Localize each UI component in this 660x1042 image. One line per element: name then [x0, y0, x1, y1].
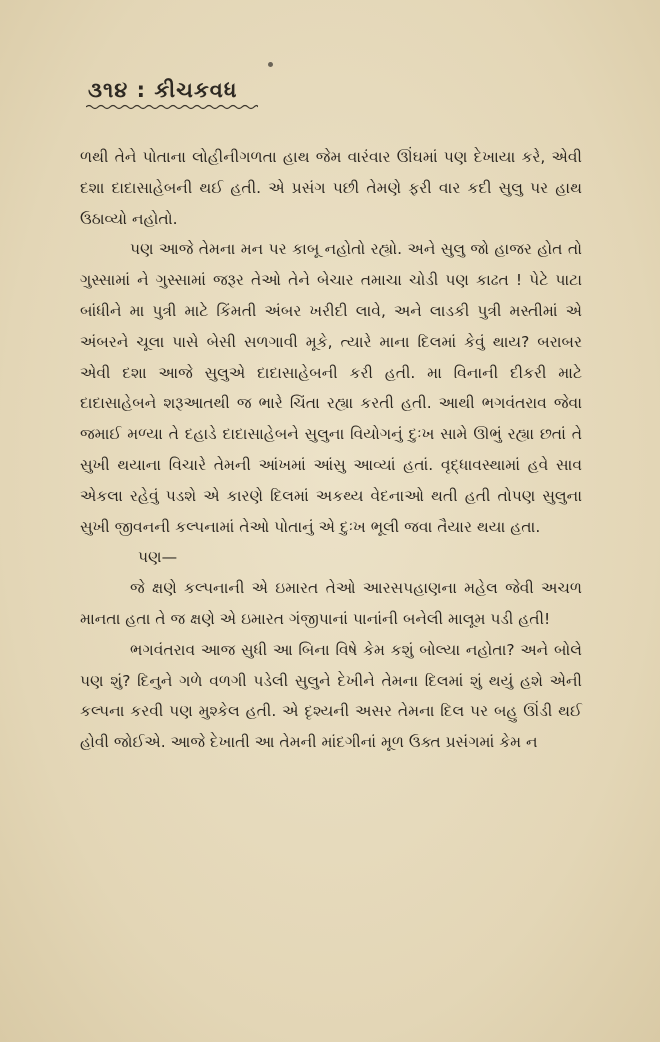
paragraph-2: પણ આજે તેમના મન પર કાબૂ નહોતો રહ્યો. અને સુલુ જો હાજર હોત તો ગુસ્સામાં ને ગુસ્સામાં જરૂર તેઓ તેને બેચાર તમાચા ચોડી પણ કાઢત ! પેટે પાટા બાંધીને મા પુત્રી માટે કિંમતી અંબર ખરીદી લાવે, અને લાડકી પુત્રી મસ્તીમાં એ અંબરને ચૂલા પાસે બેસી સળગાવી મૂકે, ત્યારે માના દિલમાં કેવું થાય? બરાબર એવી દશા આજે સુલુએ દાદાસાહેબની કરી હતી. મા વિનાની દીકરી માટે દાદાસાહેબને શરૂઆતથી જ ભારે ચિંતા રહ્યા કરતી હતી. આથી ભગવંતરાવ જેવા જમાઈ મળ્યા તે દહાડે દાદાસાહેબને સુલુના વિયોગનું દુઃખ સામે ઊભું રહ્યા છતાં તે સુખી થયાના વિચારે તેમની આંખમાં આંસુ આવ્યાં હતાં. વૃદ્ધાવસ્થામાં હવે સાવ એકલા રહેવું પડશે એ કારણે દિલમાં અકથ્ય વેદનાઓ થતી હતી તોપણ સુલુના સુખી જીવનની કલ્પનામાં તેઓ પોતાનું એ દુઃખ ભૂલી જવા તૈયાર થયા હતા. [80, 240, 582, 536]
paragraph-1: ળથી તેને પોતાના લોહીનીગળતા હાથ જેમ વારંવાર ઊંઘમાં પણ દેખાયા કરે, એવી દશા દાદાસાહેબની થઈ હતી. એ પ્રસંગ પછી તેમણે ફરી વાર કદી સુલુ પર હાથ ઉઠાવ્યો નહોતો. [80, 148, 582, 228]
paragraph-4: જે ક્ષણે કલ્પનાની એ ઇમારત તેઓ આરસપહાણના મહેલ જેવી અચળ માનતા હતા તે જ ક્ષણે એ ઇમારત ગંજીપાનાં પાનાંની બનેલી માલૂમ પડી હતી! [80, 579, 582, 628]
page-number: ૩૧૪ [88, 78, 129, 102]
paragraph-5: ભગવંતરાવ આજ સુધી આ બિના વિષે કેમ કશું બોલ્યા નહોતા? અને બોલે પણ શું? દિનુને ગળે વળગી પડેલી સુલુને દેખીને તેમના દિલમાં શું થયું હશે એની કલ્પના કરવી પણ મુશ્કેલ હતી. એ દૃશ્યની અસર તેમના દિલ પર બહુ ઊંડી થઈ હોવી જોઈએ. આજે દેખાતી આ તેમની માંદગીનાં મૂળ ઉક્ત પ્રસંગમાં કેમ ન [80, 640, 582, 752]
paragraph-3: પણ— [138, 548, 178, 567]
wavy-underline [86, 104, 258, 110]
ink-speck [268, 62, 273, 67]
running-header [88, 78, 237, 103]
header-separator: : [136, 78, 147, 102]
body-text [80, 142, 582, 758]
chapter-title: કીચકવધ [154, 78, 238, 102]
